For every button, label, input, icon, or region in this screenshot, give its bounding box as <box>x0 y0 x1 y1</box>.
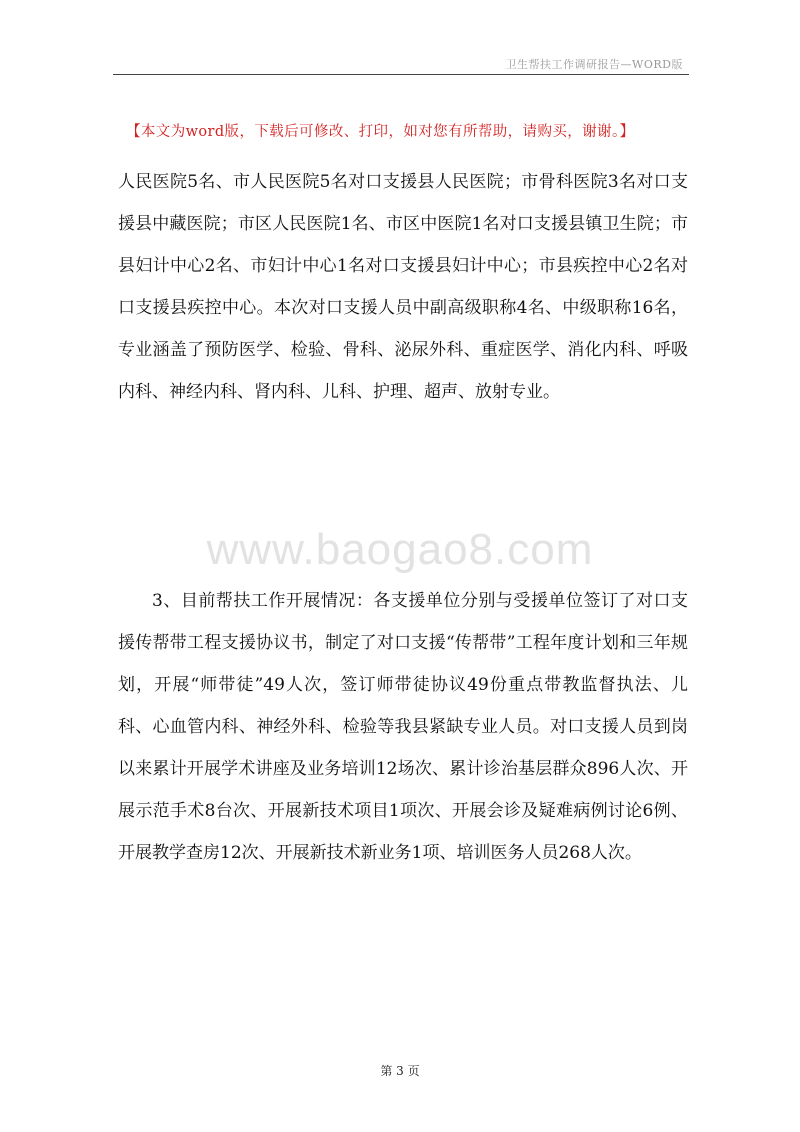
page-number: 第 3 页 <box>380 1064 420 1078</box>
header-title: 卫生帮扶工作调研报告—WORD版 <box>505 58 683 71</box>
watermark-text: www.baogao8.com <box>206 525 594 574</box>
download-notice: 【本文为word版，下载后可修改、打印，如对您有所帮助，请购买，谢谢。】 <box>126 124 635 140</box>
body-paragraph-1: 人民医院5名、市人民医院5名对口支援县人民医院；市骨科医院3名对口支援县中藏医院；市区人民医院1名、市区中医院1名对口支援县镇卫生院；市县妇计中心2名、市妇计中心1名对口支援县妇计中心；市县疾控中心2名对口支援县疾控中心。本次对口支援人员中副高级职称4名、中级职称16名，专业涵盖了预防医学、检验、骨科、泌尿外科、重症医学、消化内科、呼吸内科、神经内科、肾内科、儿科、护理、超声、放射专业。 <box>118 172 688 402</box>
header-divider <box>113 74 689 75</box>
body-paragraph-2: 3、目前帮扶工作开展情况：各支援单位分别与受援单位签订了对口支援传帮带工程支援协议书，制定了对口支援“传帮带”工程年度计划和三年规划，开展“师带徒”49人次，签订师带徒协议49份重点带教监督执法、儿科、心血管内科、神经外科、检验等我县紧缺专业人员。对口支援人员到岗以来累计开展学术讲座及业务培训12场次、累计诊治基层群众896人次、开展示范手术8台次、开展新技术项目1项次、开展会诊及疑难病例讨论6例、开展教学查房12次、开展新技术新业务1项、培训医务人员268人次。 <box>118 591 688 863</box>
